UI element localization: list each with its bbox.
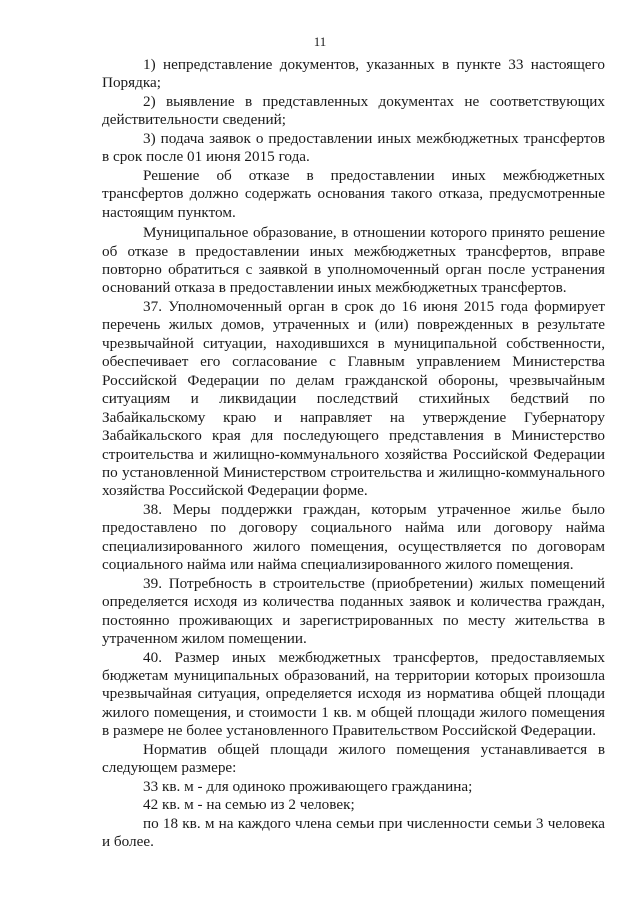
paragraph-39: 39. Потребность в строительстве (приобретении) жилых помещений определяется исходя из количества поданных заявок и количества граждан, постоянно проживающих и зарегистрированных по месту жительства в утраченном жилом помещении. (102, 574, 605, 648)
paragraph-norm-family: по 18 кв. м на каждого члена семьи при численности семьи 3 человека и более. (102, 814, 605, 851)
document-body (102, 56, 605, 851)
paragraph-norm-two: 42 кв. м - на семью из 2 человек; (143, 796, 355, 814)
paragraph-reason-3: 3) подача заявок о предоставлении иных межбюджетных трансфертов в срок после 01 июня 2015 года. (102, 129, 605, 166)
paragraph-area-norm: Норматив общей площади жилого помещения устанавливается в следующем размере: (102, 740, 605, 777)
paragraph-reason-2: 2) выявление в представленных документах не соответствующих действительности сведений; (102, 92, 605, 129)
paragraph-37: 37. Уполномоченный орган в срок до 16 июня 2015 года формирует перечень жилых домов, утраченных и (или) поврежденных в результате чрезвычайной ситуации, находившихся в муниципальной собственности, обеспечивает его согласование с Главным управлением Министерства Российской Федерации по делам гражданской обороны, чрезвычайным ситуациям и ликвидации последствий стихийных бедствий по Забайкальскому краю и направляет на утверждение Губернатору Забайкальского края для последующего представления в Министерство строительства и жилищно-коммунального хозяйства Российской Федерации по установленной Министерством строительства и жилищно-коммунального хозяйства Российской Федерации форме. (102, 297, 605, 500)
paragraph-40: 40. Размер иных межбюджетных трансфертов, предоставляемых бюджетам муниципальных образований, на территории которых произошла чрезвычайная ситуация, определяется исходя из норматива общей площади жилого помещения, и стоимости 1 кв. м общей площади жилого помещения в размере не более установленного Правительством Российской Федерации. (102, 648, 605, 740)
paragraph-norm-single: 33 кв. м - для одиноко проживающего гражданина; (143, 777, 473, 795)
page-number: 11 (313, 34, 327, 49)
paragraph-38: 38. Меры поддержки граждан, которым утраченное жилье было предоставлено по договору социального найма или договору найма специализированного жилого помещения, осуществляется по договорам социального найма или найма специализированного жилого помещения. (102, 500, 605, 574)
paragraph-refusal-decision: Решение об отказе в предоставлении иных межбюджетных трансфертов должно содержать основания такого отказа, предусмотренные настоящим пунктом. (102, 166, 605, 221)
paragraph-reason-1: 1) непредставление документов, указанных в пункте 33 настоящего Порядка; (102, 56, 605, 92)
paragraph-reapplication: Муниципальное образование, в отношении которого принято решение об отказе в предоставлении иных межбюджетных трансфертов, вправе повторно обратиться с заявкой в уполномоченный орган после устранения оснований отказа в предоставлении иных межбюджетных трансфертов. (102, 224, 605, 297)
